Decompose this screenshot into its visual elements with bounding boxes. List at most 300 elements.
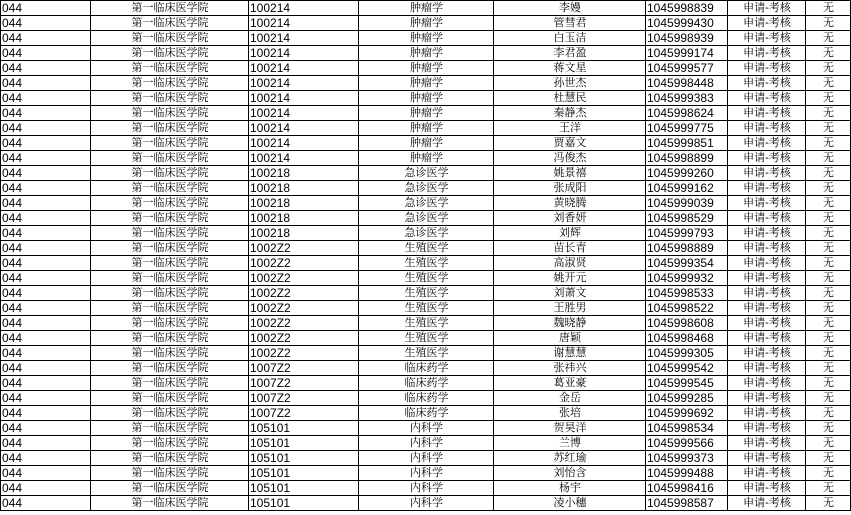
remark-cell: 无	[806, 436, 851, 451]
exam-id-cell: 1045999260	[646, 166, 728, 181]
exam-id-cell: 1045998608	[646, 316, 728, 331]
admission-method-cell: 申请-考核	[728, 316, 806, 331]
remark-cell: 无	[806, 31, 851, 46]
major-code-cell: 1007Z2	[249, 391, 359, 406]
exam-id-cell: 1045999285	[646, 391, 728, 406]
table-row	[1, 151, 851, 166]
major-code-cell: 1007Z2	[249, 361, 359, 376]
admission-method-cell: 申请-考核	[728, 181, 806, 196]
unit-code-cell: 044	[1, 106, 91, 121]
table-row	[1, 16, 851, 31]
major-name-cell: 内科学	[359, 466, 494, 481]
college-cell: 第一临床医学院	[91, 316, 249, 331]
major-name-cell: 内科学	[359, 436, 494, 451]
major-code-cell: 100214	[249, 121, 359, 136]
student-name-cell: 魏晓静	[494, 316, 646, 331]
major-code-cell: 105101	[249, 496, 359, 511]
admission-method-cell: 申请-考核	[728, 91, 806, 106]
major-name-cell: 内科学	[359, 421, 494, 436]
major-code-cell: 105101	[249, 451, 359, 466]
table-row	[1, 91, 851, 106]
major-name-cell: 肿瘤学	[359, 31, 494, 46]
college-cell: 第一临床医学院	[91, 151, 249, 166]
major-code-cell: 1002Z2	[249, 256, 359, 271]
admission-method-cell: 申请-考核	[728, 496, 806, 511]
major-code-cell: 1007Z2	[249, 406, 359, 421]
table-row	[1, 361, 851, 376]
admission-method-cell: 申请-考核	[728, 481, 806, 496]
college-cell: 第一临床医学院	[91, 166, 249, 181]
major-name-cell: 肿瘤学	[359, 106, 494, 121]
remark-cell: 无	[806, 256, 851, 271]
college-cell: 第一临床医学院	[91, 181, 249, 196]
college-cell: 第一临床医学院	[91, 106, 249, 121]
student-name-cell: 谢慧慧	[494, 346, 646, 361]
admission-method-cell: 申请-考核	[728, 1, 806, 16]
admission-method-cell: 申请-考核	[728, 226, 806, 241]
college-cell: 第一临床医学院	[91, 31, 249, 46]
exam-id-cell: 1045998416	[646, 481, 728, 496]
student-name-cell: 秦静杰	[494, 106, 646, 121]
major-name-cell: 肿瘤学	[359, 16, 494, 31]
table-row	[1, 61, 851, 76]
college-cell: 第一临床医学院	[91, 436, 249, 451]
major-name-cell: 肿瘤学	[359, 151, 494, 166]
major-name-cell: 肿瘤学	[359, 61, 494, 76]
remark-cell: 无	[806, 376, 851, 391]
unit-code-cell: 044	[1, 61, 91, 76]
college-cell: 第一临床医学院	[91, 496, 249, 511]
major-code-cell: 1002Z2	[249, 346, 359, 361]
student-name-cell: 葛亚豪	[494, 376, 646, 391]
exam-id-cell: 1045998939	[646, 31, 728, 46]
exam-id-cell: 1045999577	[646, 61, 728, 76]
remark-cell: 无	[806, 181, 851, 196]
unit-code-cell: 044	[1, 316, 91, 331]
table-row	[1, 391, 851, 406]
major-code-cell: 100214	[249, 91, 359, 106]
admission-method-cell: 申请-考核	[728, 256, 806, 271]
major-code-cell: 105101	[249, 421, 359, 436]
admission-method-cell: 申请-考核	[728, 346, 806, 361]
table-row	[1, 481, 851, 496]
student-name-cell: 王胜男	[494, 301, 646, 316]
remark-cell: 无	[806, 61, 851, 76]
admission-method-cell: 申请-考核	[728, 451, 806, 466]
student-name-cell: 姚开元	[494, 271, 646, 286]
table-row	[1, 331, 851, 346]
table-row	[1, 316, 851, 331]
admission-method-cell: 申请-考核	[728, 301, 806, 316]
student-name-cell: 蒋文星	[494, 61, 646, 76]
admission-method-cell: 申请-考核	[728, 376, 806, 391]
table-row	[1, 46, 851, 61]
student-name-cell: 姚景禧	[494, 166, 646, 181]
remark-cell: 无	[806, 121, 851, 136]
college-cell: 第一临床医学院	[91, 226, 249, 241]
admission-method-cell: 申请-考核	[728, 196, 806, 211]
unit-code-cell: 044	[1, 226, 91, 241]
major-name-cell: 急诊医学	[359, 226, 494, 241]
table-row	[1, 301, 851, 316]
remark-cell: 无	[806, 421, 851, 436]
major-code-cell: 1002Z2	[249, 286, 359, 301]
major-name-cell: 肿瘤学	[359, 76, 494, 91]
college-cell: 第一临床医学院	[91, 76, 249, 91]
table-row	[1, 226, 851, 241]
exam-id-cell: 1045998534	[646, 421, 728, 436]
unit-code-cell: 044	[1, 436, 91, 451]
college-cell: 第一临床医学院	[91, 286, 249, 301]
admission-method-cell: 申请-考核	[728, 106, 806, 121]
major-code-cell: 1007Z2	[249, 376, 359, 391]
table-row	[1, 211, 851, 226]
major-name-cell: 临床药学	[359, 406, 494, 421]
major-code-cell: 105101	[249, 436, 359, 451]
major-name-cell: 内科学	[359, 481, 494, 496]
unit-code-cell: 044	[1, 181, 91, 196]
major-name-cell: 急诊医学	[359, 181, 494, 196]
remark-cell: 无	[806, 451, 851, 466]
admission-method-cell: 申请-考核	[728, 286, 806, 301]
college-cell: 第一临床医学院	[91, 376, 249, 391]
remark-cell: 无	[806, 481, 851, 496]
student-name-cell: 苏红瑜	[494, 451, 646, 466]
exam-id-cell: 1045998533	[646, 286, 728, 301]
exam-id-cell: 1045999566	[646, 436, 728, 451]
remark-cell: 无	[806, 211, 851, 226]
college-cell: 第一临床医学院	[91, 196, 249, 211]
admission-method-cell: 申请-考核	[728, 466, 806, 481]
exam-id-cell: 1045999793	[646, 226, 728, 241]
exam-id-cell: 1045998468	[646, 331, 728, 346]
remark-cell: 无	[806, 496, 851, 511]
unit-code-cell: 044	[1, 346, 91, 361]
table-row	[1, 136, 851, 151]
college-cell: 第一临床医学院	[91, 271, 249, 286]
remark-cell: 无	[806, 301, 851, 316]
major-code-cell: 100218	[249, 211, 359, 226]
unit-code-cell: 044	[1, 91, 91, 106]
college-cell: 第一临床医学院	[91, 301, 249, 316]
major-name-cell: 急诊医学	[359, 211, 494, 226]
college-cell: 第一临床医学院	[91, 406, 249, 421]
exam-id-cell: 1045999545	[646, 376, 728, 391]
major-code-cell: 100214	[249, 46, 359, 61]
remark-cell: 无	[806, 1, 851, 16]
remark-cell: 无	[806, 271, 851, 286]
college-cell: 第一临床医学院	[91, 61, 249, 76]
unit-code-cell: 044	[1, 31, 91, 46]
table-row	[1, 121, 851, 136]
major-code-cell: 100214	[249, 1, 359, 16]
student-name-cell: 高淑贤	[494, 256, 646, 271]
student-name-cell: 李君盈	[494, 46, 646, 61]
major-name-cell: 急诊医学	[359, 196, 494, 211]
exam-id-cell: 1045999162	[646, 181, 728, 196]
college-cell: 第一临床医学院	[91, 481, 249, 496]
unit-code-cell: 044	[1, 136, 91, 151]
admission-method-cell: 申请-考核	[728, 241, 806, 256]
student-name-cell: 凌小穗	[494, 496, 646, 511]
exam-id-cell: 1045999932	[646, 271, 728, 286]
college-cell: 第一临床医学院	[91, 16, 249, 31]
major-code-cell: 100218	[249, 196, 359, 211]
unit-code-cell: 044	[1, 481, 91, 496]
student-name-cell: 杨宇	[494, 481, 646, 496]
table-row	[1, 31, 851, 46]
student-name-cell: 金岳	[494, 391, 646, 406]
exam-id-cell: 1045999488	[646, 466, 728, 481]
admission-method-cell: 申请-考核	[728, 331, 806, 346]
table-row	[1, 436, 851, 451]
major-code-cell: 100214	[249, 16, 359, 31]
unit-code-cell: 044	[1, 271, 91, 286]
exam-id-cell: 1045999039	[646, 196, 728, 211]
exam-id-cell: 1045999542	[646, 361, 728, 376]
major-name-cell: 生殖医学	[359, 241, 494, 256]
student-name-cell: 唐颖	[494, 331, 646, 346]
unit-code-cell: 044	[1, 421, 91, 436]
major-name-cell: 生殖医学	[359, 256, 494, 271]
table-row	[1, 241, 851, 256]
unit-code-cell: 044	[1, 151, 91, 166]
unit-code-cell: 044	[1, 46, 91, 61]
college-cell: 第一临床医学院	[91, 466, 249, 481]
unit-code-cell: 044	[1, 376, 91, 391]
table-row	[1, 466, 851, 481]
student-name-cell: 杜慧民	[494, 91, 646, 106]
admission-method-cell: 申请-考核	[728, 211, 806, 226]
remark-cell: 无	[806, 226, 851, 241]
admission-method-cell: 申请-考核	[728, 151, 806, 166]
major-name-cell: 内科学	[359, 496, 494, 511]
college-cell: 第一临床医学院	[91, 421, 249, 436]
remark-cell: 无	[806, 316, 851, 331]
unit-code-cell: 044	[1, 466, 91, 481]
major-name-cell: 生殖医学	[359, 271, 494, 286]
unit-code-cell: 044	[1, 301, 91, 316]
unit-code-cell: 044	[1, 121, 91, 136]
student-name-cell: 苗长青	[494, 241, 646, 256]
college-cell: 第一临床医学院	[91, 136, 249, 151]
college-cell: 第一临床医学院	[91, 256, 249, 271]
unit-code-cell: 044	[1, 406, 91, 421]
exam-id-cell: 1045999305	[646, 346, 728, 361]
admission-method-cell: 申请-考核	[728, 436, 806, 451]
major-name-cell: 肿瘤学	[359, 91, 494, 106]
college-cell: 第一临床医学院	[91, 1, 249, 16]
major-code-cell: 105101	[249, 466, 359, 481]
table-body	[1, 1, 851, 511]
remark-cell: 无	[806, 166, 851, 181]
college-cell: 第一临床医学院	[91, 46, 249, 61]
exam-id-cell: 1045999383	[646, 91, 728, 106]
exam-id-cell: 1045998448	[646, 76, 728, 91]
exam-id-cell: 1045999775	[646, 121, 728, 136]
major-code-cell: 100218	[249, 181, 359, 196]
unit-code-cell: 044	[1, 256, 91, 271]
admission-method-cell: 申请-考核	[728, 361, 806, 376]
admission-method-cell: 申请-考核	[728, 46, 806, 61]
unit-code-cell: 044	[1, 451, 91, 466]
student-name-cell: 白玉洁	[494, 31, 646, 46]
admission-method-cell: 申请-考核	[728, 121, 806, 136]
student-name-cell: 黄晓腾	[494, 196, 646, 211]
remark-cell: 无	[806, 151, 851, 166]
major-name-cell: 内科学	[359, 451, 494, 466]
remark-cell: 无	[806, 91, 851, 106]
major-code-cell: 100214	[249, 136, 359, 151]
college-cell: 第一临床医学院	[91, 331, 249, 346]
major-code-cell: 1002Z2	[249, 271, 359, 286]
table-row	[1, 196, 851, 211]
major-name-cell: 生殖医学	[359, 346, 494, 361]
table-row	[1, 376, 851, 391]
exam-id-cell: 1045999373	[646, 451, 728, 466]
major-code-cell: 1002Z2	[249, 241, 359, 256]
table-row	[1, 76, 851, 91]
unit-code-cell: 044	[1, 196, 91, 211]
student-name-cell: 张成阳	[494, 181, 646, 196]
table-row	[1, 286, 851, 301]
student-name-cell: 贺昊洋	[494, 421, 646, 436]
table-row	[1, 166, 851, 181]
exam-id-cell: 1045999692	[646, 406, 728, 421]
remark-cell: 无	[806, 406, 851, 421]
admission-method-cell: 申请-考核	[728, 31, 806, 46]
major-name-cell: 生殖医学	[359, 316, 494, 331]
table-row	[1, 346, 851, 361]
major-code-cell: 105101	[249, 481, 359, 496]
remark-cell: 无	[806, 331, 851, 346]
admission-method-cell: 申请-考核	[728, 61, 806, 76]
student-name-cell: 王洋	[494, 121, 646, 136]
remark-cell: 无	[806, 46, 851, 61]
admission-method-cell: 申请-考核	[728, 16, 806, 31]
remark-cell: 无	[806, 241, 851, 256]
major-name-cell: 生殖医学	[359, 331, 494, 346]
exam-id-cell: 1045999354	[646, 256, 728, 271]
remark-cell: 无	[806, 391, 851, 406]
admission-method-cell: 申请-考核	[728, 136, 806, 151]
exam-id-cell: 1045998624	[646, 106, 728, 121]
remark-cell: 无	[806, 346, 851, 361]
table-row	[1, 181, 851, 196]
student-name-cell: 李嫚	[494, 1, 646, 16]
unit-code-cell: 044	[1, 361, 91, 376]
exam-id-cell: 1045998839	[646, 1, 728, 16]
student-name-cell: 张祎兴	[494, 361, 646, 376]
remark-cell: 无	[806, 466, 851, 481]
remark-cell: 无	[806, 16, 851, 31]
student-name-cell: 刘辉	[494, 226, 646, 241]
major-name-cell: 肿瘤学	[359, 1, 494, 16]
exam-id-cell: 1045998522	[646, 301, 728, 316]
unit-code-cell: 044	[1, 331, 91, 346]
college-cell: 第一临床医学院	[91, 391, 249, 406]
table-row	[1, 106, 851, 121]
major-name-cell: 肿瘤学	[359, 121, 494, 136]
major-name-cell: 临床药学	[359, 361, 494, 376]
table-row	[1, 496, 851, 511]
college-cell: 第一临床医学院	[91, 121, 249, 136]
student-name-cell: 冯俊杰	[494, 151, 646, 166]
exam-id-cell: 1045999430	[646, 16, 728, 31]
table-row	[1, 451, 851, 466]
remark-cell: 无	[806, 106, 851, 121]
student-name-cell: 管彗君	[494, 16, 646, 31]
exam-id-cell: 1045998889	[646, 241, 728, 256]
college-cell: 第一临床医学院	[91, 211, 249, 226]
major-code-cell: 100214	[249, 151, 359, 166]
unit-code-cell: 044	[1, 391, 91, 406]
major-code-cell: 1002Z2	[249, 301, 359, 316]
college-cell: 第一临床医学院	[91, 361, 249, 376]
major-code-cell: 100214	[249, 31, 359, 46]
student-name-cell: 刘萧文	[494, 286, 646, 301]
major-code-cell: 100214	[249, 106, 359, 121]
major-name-cell: 急诊医学	[359, 166, 494, 181]
major-name-cell: 生殖医学	[359, 286, 494, 301]
remark-cell: 无	[806, 196, 851, 211]
college-cell: 第一临床医学院	[91, 91, 249, 106]
student-name-cell: 张培	[494, 406, 646, 421]
major-code-cell: 1002Z2	[249, 331, 359, 346]
table-row	[1, 406, 851, 421]
exam-id-cell: 1045998587	[646, 496, 728, 511]
student-name-cell: 刘怡含	[494, 466, 646, 481]
exam-id-cell: 1045998529	[646, 211, 728, 226]
unit-code-cell: 044	[1, 496, 91, 511]
unit-code-cell: 044	[1, 211, 91, 226]
major-name-cell: 生殖医学	[359, 301, 494, 316]
admission-method-cell: 申请-考核	[728, 406, 806, 421]
admission-method-cell: 申请-考核	[728, 391, 806, 406]
unit-code-cell: 044	[1, 76, 91, 91]
college-cell: 第一临床医学院	[91, 346, 249, 361]
major-name-cell: 肿瘤学	[359, 136, 494, 151]
major-name-cell: 临床药学	[359, 391, 494, 406]
remark-cell: 无	[806, 136, 851, 151]
major-name-cell: 肿瘤学	[359, 46, 494, 61]
admission-method-cell: 申请-考核	[728, 76, 806, 91]
unit-code-cell: 044	[1, 241, 91, 256]
student-name-cell: 兰博	[494, 436, 646, 451]
remark-cell: 无	[806, 76, 851, 91]
exam-id-cell: 1045998899	[646, 151, 728, 166]
major-code-cell: 100214	[249, 76, 359, 91]
major-code-cell: 100218	[249, 226, 359, 241]
unit-code-cell: 044	[1, 286, 91, 301]
major-code-cell: 100218	[249, 166, 359, 181]
major-code-cell: 1002Z2	[249, 316, 359, 331]
exam-id-cell: 1045999851	[646, 136, 728, 151]
admission-method-cell: 申请-考核	[728, 271, 806, 286]
student-name-cell: 孙世杰	[494, 76, 646, 91]
college-cell: 第一临床医学院	[91, 451, 249, 466]
table-row	[1, 271, 851, 286]
college-cell: 第一临床医学院	[91, 241, 249, 256]
unit-code-cell: 044	[1, 16, 91, 31]
remark-cell: 无	[806, 286, 851, 301]
unit-code-cell: 044	[1, 1, 91, 16]
table-row	[1, 1, 851, 16]
student-name-cell: 刘香妍	[494, 211, 646, 226]
table-row	[1, 421, 851, 436]
unit-code-cell: 044	[1, 166, 91, 181]
admission-method-cell: 申请-考核	[728, 421, 806, 436]
